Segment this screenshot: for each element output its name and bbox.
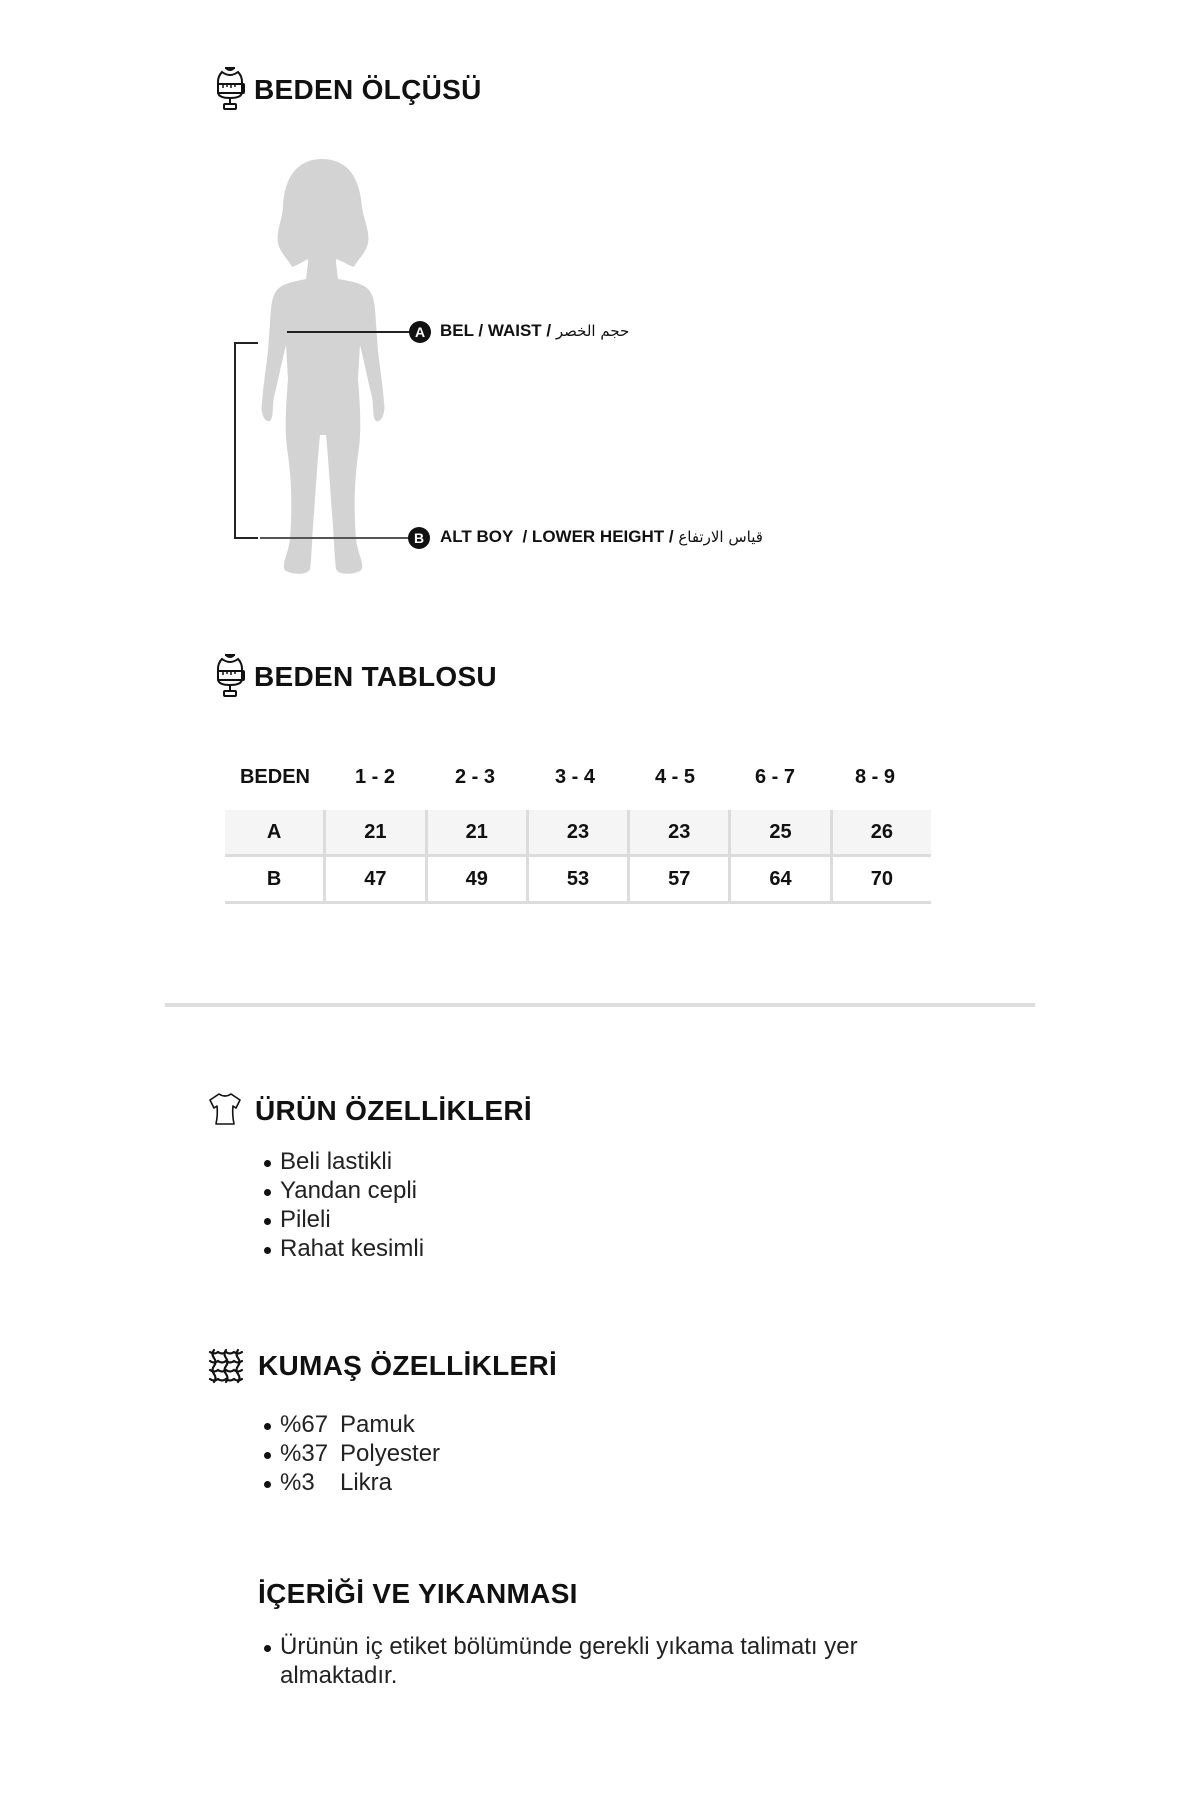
lower-height-label-arabic: قياس الارتفاع (678, 528, 763, 546)
header-cell: 6 - 7 (754, 765, 796, 788)
lower-height-bracket (234, 342, 236, 538)
row-label-cell: B (225, 857, 326, 901)
size-table-title: BEDEN TABLOSU (254, 661, 497, 692)
header-cell: 2 - 3 (454, 765, 496, 788)
fabric-percent: %67 (280, 1411, 329, 1438)
size-table (225, 755, 931, 904)
waist-label-text: BEL / WAIST / (440, 321, 552, 340)
mannequin-tape-icon (214, 653, 246, 704)
list-item (262, 1468, 440, 1497)
table-cell: 53 (529, 857, 630, 901)
header-cell: 3 - 4 (554, 765, 596, 788)
fabric-percent: %3 (280, 1469, 315, 1496)
section-divider (165, 1003, 1035, 1007)
fabric-features-title: KUMAŞ ÖZELLİKLERİ (258, 1350, 558, 1381)
header-cell: 8 - 9 (854, 765, 896, 788)
fabric-material: Likra (340, 1469, 393, 1496)
header-cell: BEDEN (239, 765, 310, 788)
marker-a: A (409, 321, 431, 343)
care-instructions: Ürünün iç etiket bölümünde gerekli yıkama talimatı yer almaktadır. (262, 1632, 980, 1690)
table-row (225, 810, 931, 857)
table-cell: 57 (630, 857, 731, 901)
list-item: Pileli (262, 1205, 424, 1234)
table-cell: 25 (731, 810, 832, 854)
table-cell: 47 (326, 857, 427, 901)
table-cell: 70 (870, 867, 893, 890)
list-item (262, 1410, 440, 1439)
table-cell: 26 (870, 820, 893, 843)
size-guide-title: BEDEN ÖLÇÜSÜ (254, 74, 482, 105)
size-table-header-row (225, 755, 931, 799)
table-cell: 21 (326, 810, 427, 854)
fabric-weave-icon (207, 1347, 245, 1390)
lower-height-label (440, 528, 763, 545)
table-cell: 64 (731, 857, 832, 901)
product-features-list (262, 1147, 424, 1263)
product-features-title: ÜRÜN ÖZELLİKLERİ (255, 1095, 533, 1126)
fabric-features-list (262, 1410, 440, 1497)
mannequin-tape-icon (214, 66, 246, 117)
fabric-material: Pamuk (340, 1411, 415, 1438)
care-title: İÇERİĞİ VE YIKANMASI (258, 1578, 578, 1609)
fabric-percent: %37 (280, 1440, 329, 1467)
header-cell: 1 - 2 (354, 765, 396, 788)
waist-label (440, 322, 629, 339)
lower-height-label-text: ALT BOY / LOWER HEIGHT / (440, 527, 674, 546)
table-cell: 23 (630, 810, 731, 854)
list-item (262, 1439, 440, 1468)
child-silhouette-figure (250, 155, 400, 580)
lower-height-bracket-top (234, 342, 258, 344)
table-cell: 21 (428, 810, 529, 854)
list-item: Beli lastikli (262, 1147, 424, 1176)
row-label-cell: A (225, 810, 326, 854)
table-row (225, 857, 931, 904)
fabric-material: Polyester (340, 1440, 441, 1467)
table-cell: 49 (428, 857, 529, 901)
list-item: Rahat kesimli (262, 1234, 424, 1263)
lower-height-measure-line (260, 537, 412, 539)
waist-measure-line (287, 331, 412, 333)
list-item: Yandan cepli (262, 1176, 424, 1205)
table-cell: 23 (529, 810, 630, 854)
marker-b: B (408, 527, 430, 549)
waist-label-arabic: حجم الخصر (555, 322, 630, 340)
header-cell: 4 - 5 (654, 765, 696, 788)
tshirt-icon (207, 1091, 243, 1132)
lower-height-bracket-bottom (234, 537, 258, 539)
